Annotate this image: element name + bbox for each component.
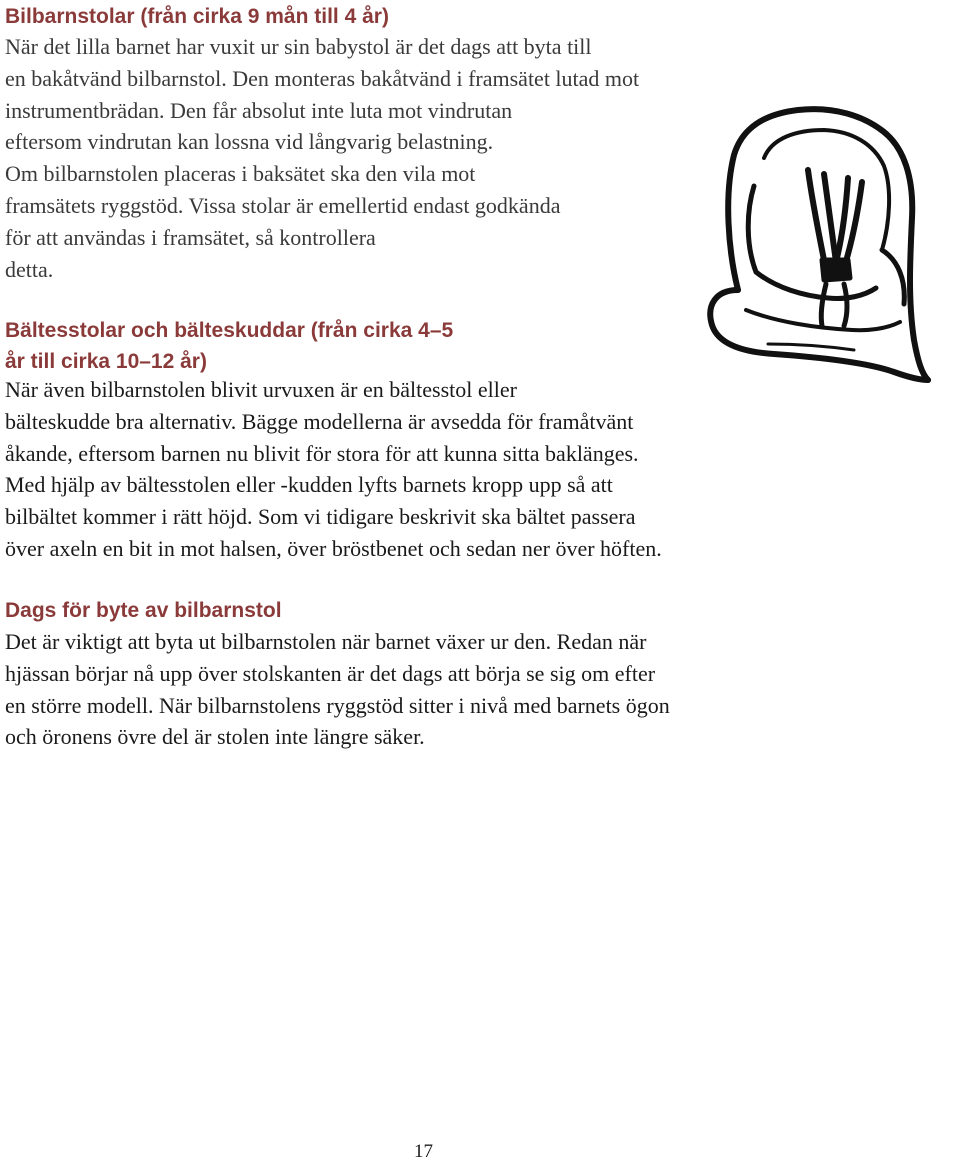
heading-line: Bilbarnstolar (från cirka 9 mån till 4 år) [5,5,389,28]
section-heading-bilbarnstolar [5,1,389,32]
text-line: en större modell. När bilbarnstolens ryggstöd sitter i nivå med barnets ögon [5,692,670,718]
section-body-byte [5,626,670,753]
text-line: Det är viktigt att byta ut bilbarnstolen när barnet växer ur den. Redan när [5,629,647,654]
text-line: en bakåtvänd bilbarnstol. Den monteras bakåtvänd i framsätet lutad mot [5,65,640,91]
section-body-bilbarnstolar [5,31,639,285]
text-line: bälteskudde bra alternativ. Bägge modellerna är avsedda för framåtvänt [5,408,634,434]
text-line: för att användas i framsätet, så kontrollera [5,224,376,250]
text-line: Om bilbarnstolen placeras i baksätet ska den vila mot [5,161,476,187]
section-heading-byte [5,595,282,626]
text-line: När det lilla barnet har vuxit ur sin babystol är det dags att byta till [5,34,592,59]
text-line: och öronens övre del är stolen inte längre säker. [5,724,425,750]
text-line: hjässan börjar nå upp över stolskanten är det dags att börja se sig om efter [5,660,656,686]
heading-line: år till cirka 10–12 år) [5,350,207,373]
heading-line: Dags för byte av bilbarnstol [5,599,282,622]
car-seat-icon [676,100,956,385]
text-line: bilbältet kommer i rätt höjd. Som vi tidigare beskrivit ska bältet passera [5,504,636,530]
section-heading-baltesstolar [5,315,453,377]
text-line: Med hjälp av bältesstolen eller -kudden lyfts barnets kropp upp så att [5,472,613,498]
text-line: framsätets ryggstöd. Vissa stolar är emellertid endast godkända [5,192,561,218]
text-line: När även bilbarnstolen blivit urvuxen är en bältesstol eller [5,377,517,402]
text-line: eftersom vindrutan kan lossna vid långvarig belastning. [5,129,494,155]
text-line: detta. [5,256,54,282]
text-line: instrumentbrädan. Den får absolut inte luta mot vindrutan [5,97,513,123]
heading-line: Bältesstolar och bälteskuddar (från cirka 4–5 [5,319,454,342]
page-number: 17 [414,1141,433,1162]
text-line: över axeln en bit in mot halsen, över bröstbenet och sedan ner över höften. [5,535,662,561]
text-line: åkande, eftersom barnen nu blivit för stora för att kunna sitta baklänges. [5,440,639,466]
section-body-baltesstolar [5,374,662,565]
car-seat-illustration [676,100,956,385]
